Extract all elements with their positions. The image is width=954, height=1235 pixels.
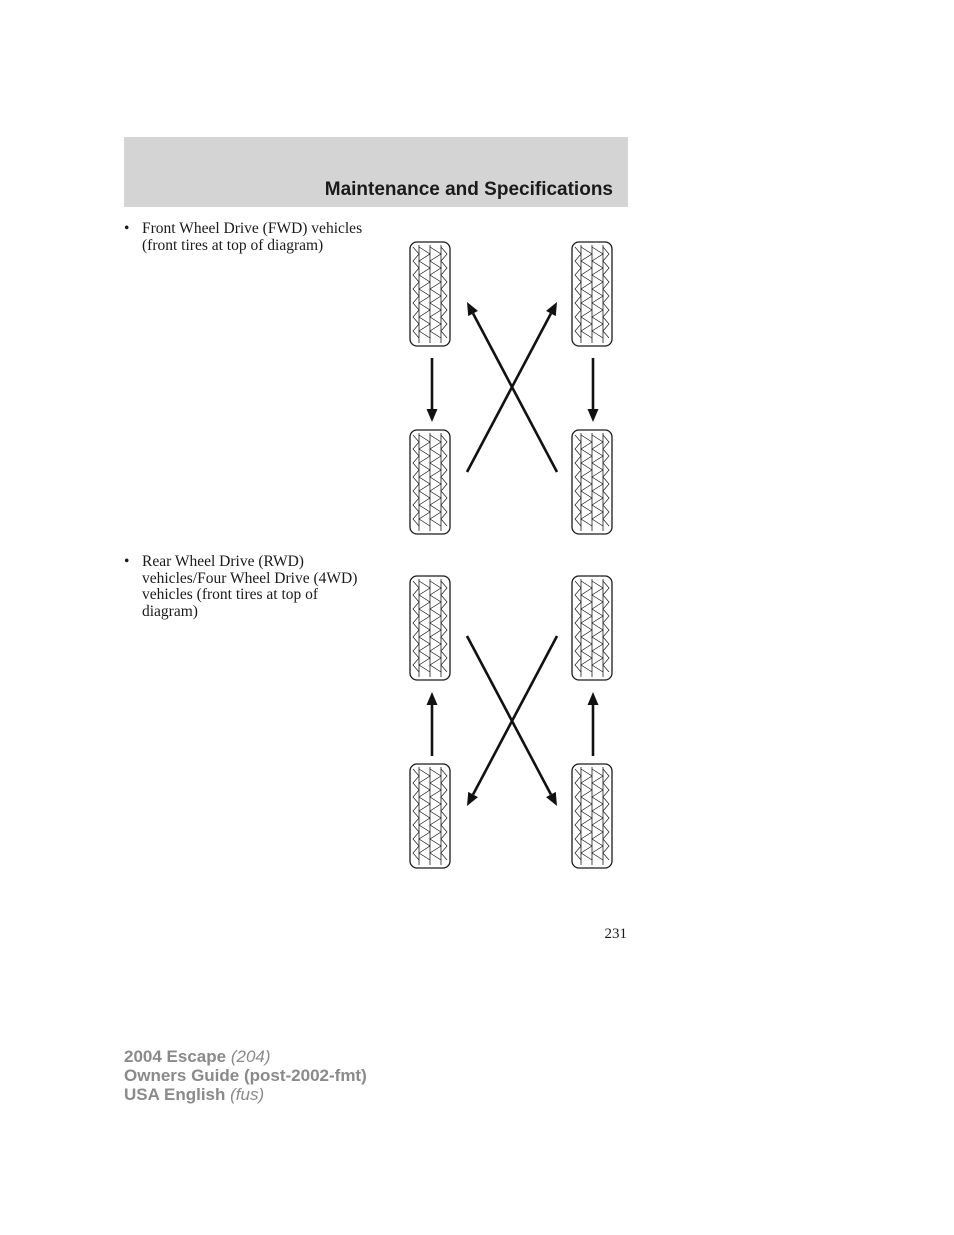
section-header-band (124, 137, 628, 207)
arrow-up-icon (588, 692, 599, 756)
footer-language-code: (fus) (230, 1085, 265, 1104)
fwd-bullet-item (124, 221, 374, 254)
tire-icon (410, 764, 450, 868)
footer-model-code: (204) (230, 1047, 271, 1066)
footer-guide: Owners Guide (post-2002-fmt) (124, 1066, 367, 1085)
tire-icon (572, 764, 612, 868)
document-footer (124, 1047, 367, 1104)
arrow-up-icon (427, 692, 438, 756)
rwd-4wd-bullet-item (124, 554, 374, 620)
section-title: Maintenance and Specifications (324, 179, 613, 200)
tire-icon (410, 430, 450, 534)
footer-model: 2004 Escape (124, 1047, 227, 1066)
tire-icon (572, 576, 612, 680)
footer-line-2 (124, 1066, 367, 1085)
rwd-4wd-description: Rear Wheel Drive (RWD) vehicles/Four Wheel Drive (4WD) vehicles (front tires at top of diagram) (142, 553, 358, 620)
tire-icon (410, 242, 450, 346)
arrow-down-icon (588, 358, 599, 422)
bullet-marker: • (124, 553, 130, 570)
arrow-down-icon (427, 358, 438, 422)
rwd-4wd-tire-rotation-diagram (400, 574, 624, 870)
fwd-description: Front Wheel Drive (FWD) vehicles (front tires at top of diagram) (142, 220, 363, 254)
tire-icon (572, 242, 612, 346)
fwd-tire-rotation-diagram (400, 240, 624, 536)
page-number: 231 (604, 926, 627, 942)
bullet-marker: • (124, 220, 130, 237)
footer-line-1 (124, 1047, 367, 1066)
footer-language: USA English (124, 1085, 226, 1104)
tire-icon (410, 576, 450, 680)
tire-icon (572, 430, 612, 534)
footer-line-3 (124, 1085, 367, 1104)
